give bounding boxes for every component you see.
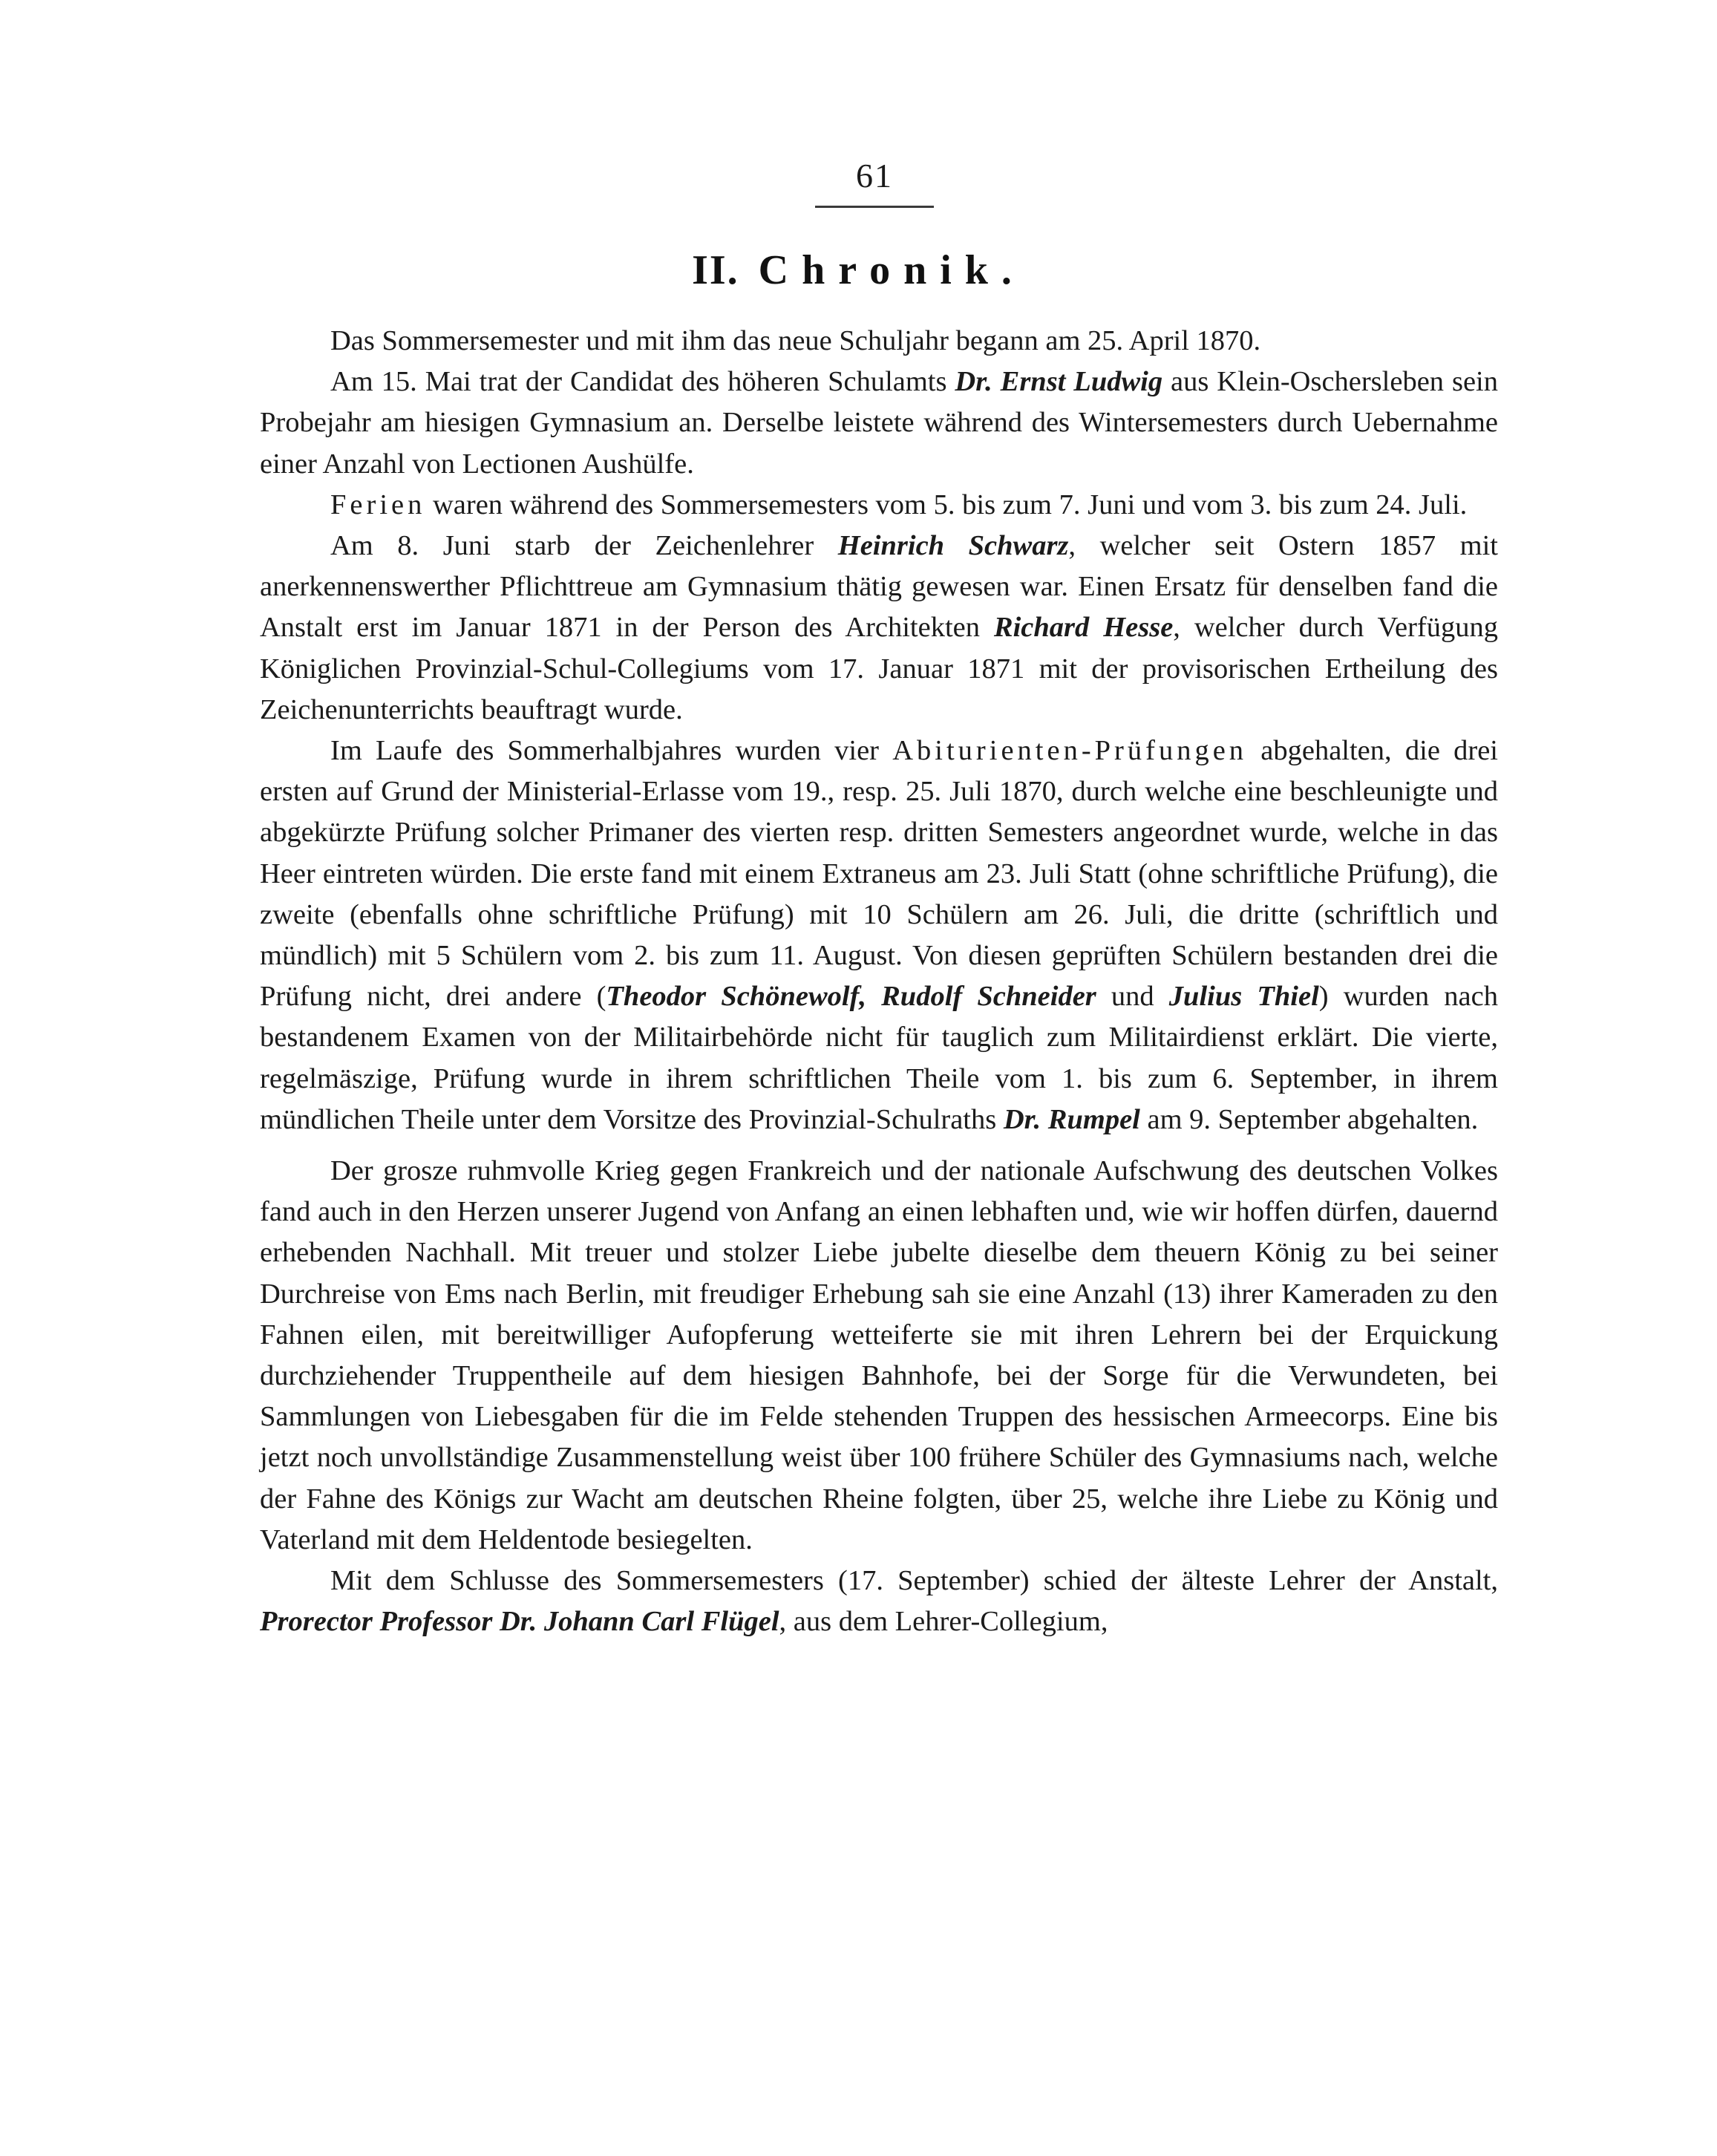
name-emphasis: Julius Thiel xyxy=(1168,981,1319,1013)
name-emphasis: Prorector Professor Dr. Johann Carl Flügel xyxy=(260,1606,779,1638)
paragraph xyxy=(260,362,1498,485)
paragraph-text: waren während des Sommersemesters vom 5. bis zum 7. Juni und vom 3. bis zum 24. Juli. xyxy=(425,489,1468,520)
name-emphasis: Dr. Rumpel xyxy=(1003,1103,1140,1135)
body-text xyxy=(260,321,1498,1643)
chapter-title-text: Chronik. xyxy=(758,247,1025,293)
paragraph-text: Am 8. Juni starb der Zeichenlehrer xyxy=(330,530,838,562)
paragraph-text: am 9. September abgehalten. xyxy=(1139,1103,1479,1135)
page-number-container xyxy=(815,156,934,195)
chapter-title xyxy=(0,246,1717,294)
paragraph-text: , aus dem Lehrer-Collegium, xyxy=(779,1606,1108,1638)
paragraph xyxy=(260,526,1498,731)
page-number-rule xyxy=(815,206,934,208)
paragraph-text: Mit dem Schlusse des Sommersemesters (17. September) schied der älteste Lehrer der Anstalt, xyxy=(330,1565,1498,1597)
name-emphasis: Heinrich Schwarz xyxy=(837,530,1069,562)
paragraph xyxy=(260,321,1498,362)
spaced-term: Ferien xyxy=(330,489,426,520)
paragraph-text: Am 15. Mai trat der Candidat des höheren Schulamts xyxy=(330,366,955,398)
name-emphasis: Richard Hesse xyxy=(993,612,1174,644)
paragraph-text: , welcher seit Ostern 1857 mit anerkennenswerther Pflichttreue am Gymnasium thätig gewesen war. Einen Ersatz für denselben fand die Anstalt erst im Januar 1871 in der Person des Architekten xyxy=(260,530,1498,644)
paragraph-text: aus Klein-Oschersleben sein Probejahr am hiesigen Gymnasium an. Derselbe leistete während des Wintersemesters durch Uebernahme einer Anzahl von Lectionen Aushülfe. xyxy=(260,366,1498,480)
spaced-term: Abiturienten-Prüfungen xyxy=(892,735,1248,767)
name-emphasis: Theodor Schönewolf, Rudolf Schneider xyxy=(606,981,1096,1013)
paragraph xyxy=(260,485,1498,526)
page-number: 61 xyxy=(856,157,893,195)
paragraph-text: , welcher durch Verfügung Königlichen Provinzial-Schul-Collegiums vom 17. Januar 1871 mit der provisorischen Ertheilung des Zeichenunterrichts beauftragt wurde. xyxy=(260,612,1498,725)
paragraph xyxy=(260,1561,1498,1642)
name-emphasis: Dr. Ernst Ludwig xyxy=(955,366,1163,398)
paragraph-text: Im Laufe des Sommerhalbjahres wurden vier xyxy=(330,735,893,767)
paragraph-text: Der grosze ruhmvolle Krieg gegen Frankreich und der nationale Aufschwung des deutschen Volkes fand auch in den Herzen unserer Jugend von Anfang an einen lebhaften und, wie wir hoffen dürfen, dauernd erhebenden Nachhall. Mit treuer und stolzer Liebe jubelte dieselbe dem theuern König zu bei seiner Durchreise von Ems nach Berlin, mit freudiger Erhebung sah sie eine Anzahl (13) ihrer Kameraden zu den Fahnen eilen, mit bereitwilliger Aufopferung wetteiferte sie mit ihren Lehrern bei der Erquickung durchziehender Truppentheile auf dem hiesigen Bahnhofe, bei der Sorge für die Verwundeten, bei Sammlungen von Liebesgaben für die im Felde stehenden Truppen des hessischen Armeecorps. Eine bis jetzt noch unvollständige Zusammenstellung weist über 100 frühere Schüler des Gymnasiums nach, welche der Fahne des Königs zur Wacht am deutschen Rheine folgten, über 25, welche ihre Liebe zu König und Vaterland mit dem Heldentode besiegelten. xyxy=(260,1155,1498,1555)
paragraph-text: abgehalten, die drei ersten auf Grund der Ministerial-Erlasse vom 19., resp. 25. Juli 1870, durch welche eine beschleunigte und abgekürzte Prüfung solcher Primaner des vierten resp. dritten Semesters angeordnet wurde, welche in das Heer eintreten würden. Die erste fand mit einem Extraneus am 23. Juli Statt (ohne schriftliche Prüfung), die zweite (ebenfalls ohne schriftliche Prüfung) mit 10 Schülern am 26. Juli, die dritte (schriftlich und mündlich) mit 5 Schülern vom 2. bis zum 11. August. Von diesen geprüften Schülern bestanden drei die Prüfung nicht, drei andere ( xyxy=(260,735,1498,1013)
paragraph-text: und xyxy=(1096,981,1169,1013)
chapter-number: II. xyxy=(692,247,739,293)
paragraph xyxy=(260,1151,1498,1561)
paragraph xyxy=(260,731,1498,1140)
paragraph-text: Das Sommersemester und mit ihm das neue Schuljahr begann am 25. April 1870. xyxy=(330,325,1261,356)
paragraph-text: ) wurden nach bestandenem Examen von der Militairbehörde nicht für tauglich zum Militairdienst erklärt. Die vierte, regelmäszige, Prüfung wurde in ihrem schriftlichen Theile vom 1. bis zum 6. September, in ihrem mündlichen Theile unter dem Vorsitze des Provinzial-Schulraths xyxy=(260,981,1498,1135)
